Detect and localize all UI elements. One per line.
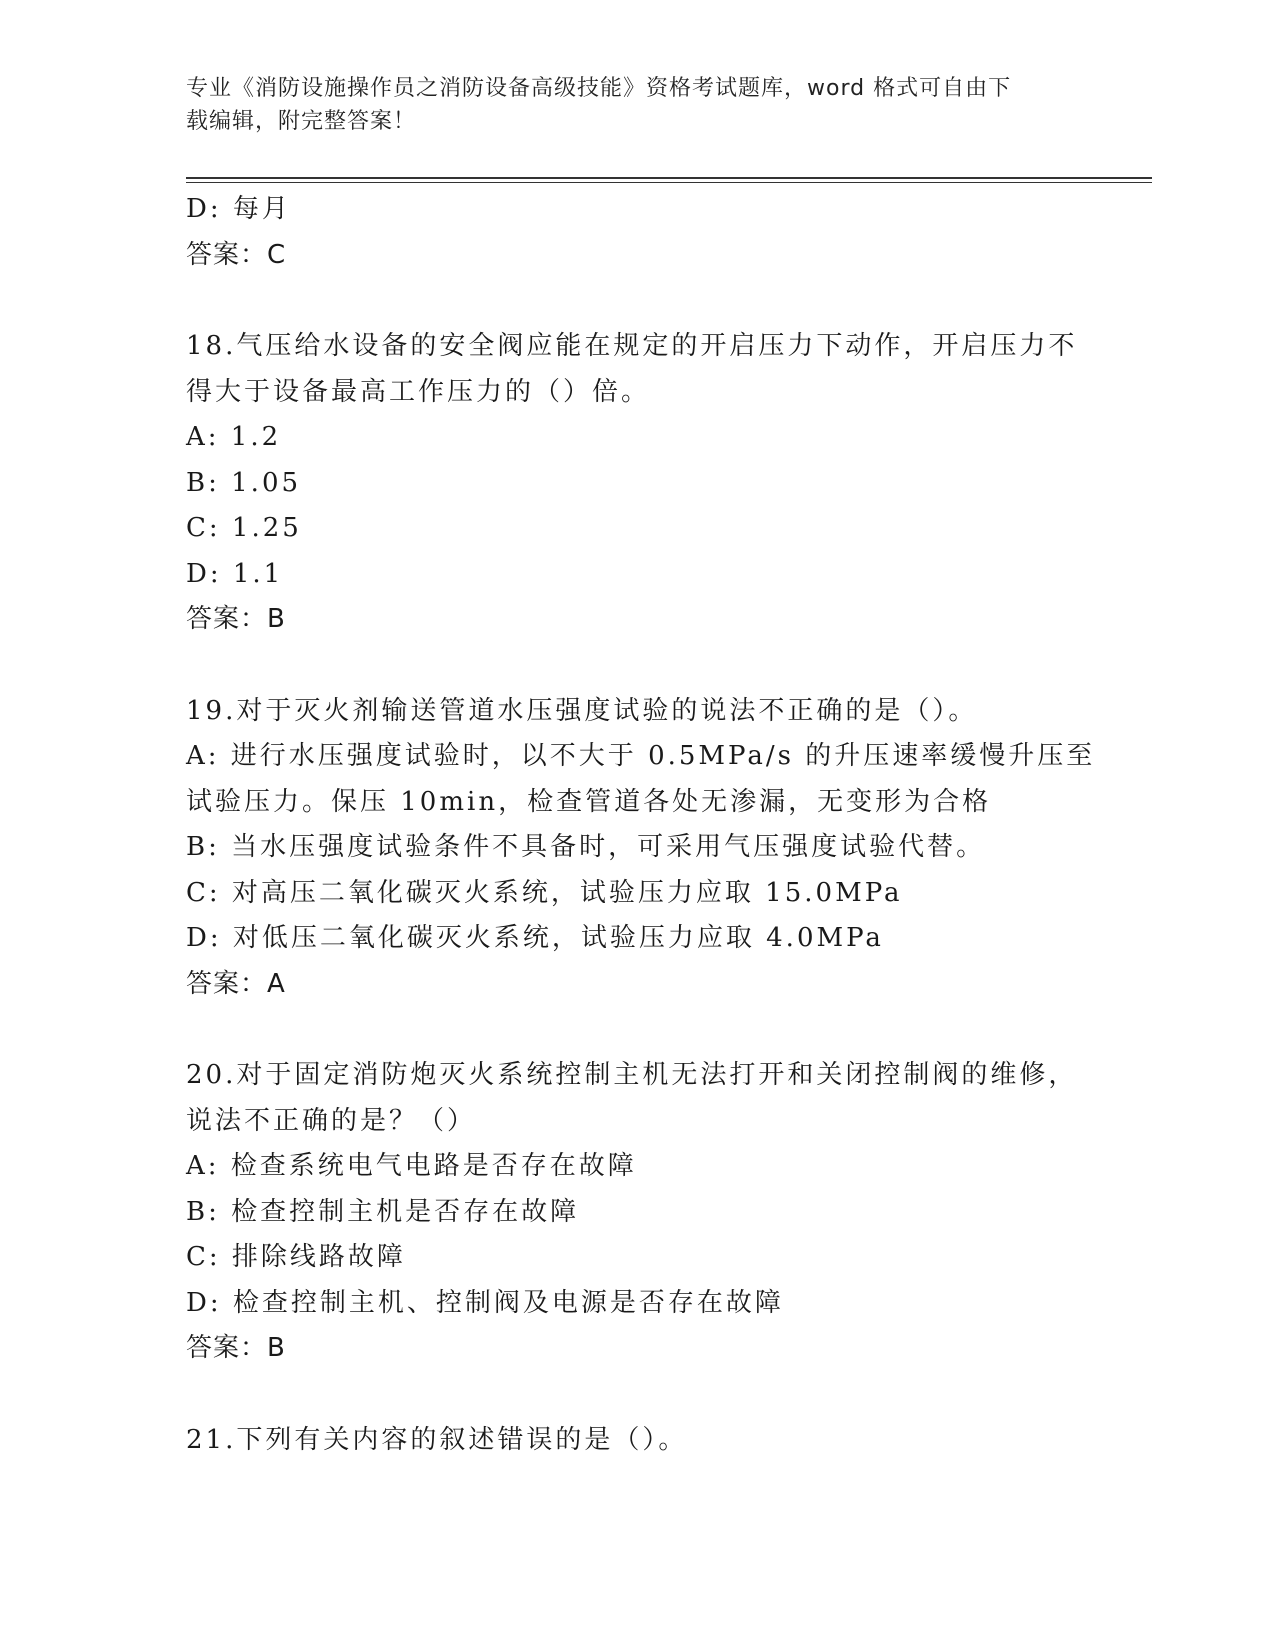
option-d: D: 检查控制主机、控制阀及电源是否存在故障 (186, 1287, 784, 1318)
question-stem: 得大于设备最高工作压力的（）倍。 (186, 376, 651, 407)
option-a: A: 1.2 (186, 422, 282, 452)
question-stem: 20.对于固定消防炮灭火系统控制主机无法打开和关闭控制阀的维修， (186, 1060, 1078, 1090)
header-line: 载编辑，附完整答案！ (186, 109, 417, 134)
option-d: D: 1.1 (186, 558, 284, 589)
header-divider (186, 182, 1152, 183)
header-line: 专业《消防设施操作员之消防设备高级技能》资格考试题库，word 格式可自由下 (186, 76, 1012, 101)
question-block-18 (186, 324, 1086, 643)
question-stem: 18.气压给水设备的安全阀应能在规定的开启压力下动作，开启压力不 (186, 331, 1078, 361)
option-b: B: 当水压强度试验条件不具备时，可采用气压强度试验代替。 (186, 832, 986, 862)
answer-line: 答案：C (186, 239, 287, 270)
answer-line: 答案：A (186, 968, 286, 999)
option-d: D: 每月 (186, 194, 291, 224)
option-c: C: 排除线路故障 (186, 1242, 406, 1272)
header-divider (186, 177, 1152, 179)
option-a-continued: 试验压力。保压 10min，检查管道各处无渗漏，无变形为合格 (186, 786, 992, 817)
answer-line: 答案：B (186, 604, 286, 634)
option-b: B: 1.05 (186, 467, 302, 498)
answer-line: 答案：B (186, 1333, 286, 1363)
option-c: C: 1.25 (186, 513, 302, 543)
option-a: A: 进行水压强度试验时，以不大于 0.5MPa/s 的升压速率缓慢升压至 (186, 741, 1096, 771)
option-c: C: 对高压二氧化碳灭火系统，试验压力应取 15.0MPa (186, 877, 903, 908)
question-block-prev (186, 187, 1086, 278)
question-block-21 (186, 1418, 1086, 1464)
question-stem: 19.对于灭火剂输送管道水压强度试验的说法不正确的是（）。 (186, 695, 978, 726)
question-block-19 (186, 689, 1096, 1008)
option-b: B: 检查控制主机是否存在故障 (186, 1196, 580, 1227)
document-header (186, 72, 1066, 138)
question-block-20 (186, 1053, 1086, 1372)
question-stem: 21.下列有关内容的叙述错误的是（）。 (186, 1424, 688, 1455)
question-stem: 说法不正确的是？（） (186, 1105, 477, 1136)
option-a: A: 检查系统电气电路是否存在故障 (186, 1151, 637, 1181)
question-list (186, 187, 1096, 1463)
option-d: D: 对低压二氧化碳灭火系统，试验压力应取 4.0MPa (186, 923, 884, 953)
